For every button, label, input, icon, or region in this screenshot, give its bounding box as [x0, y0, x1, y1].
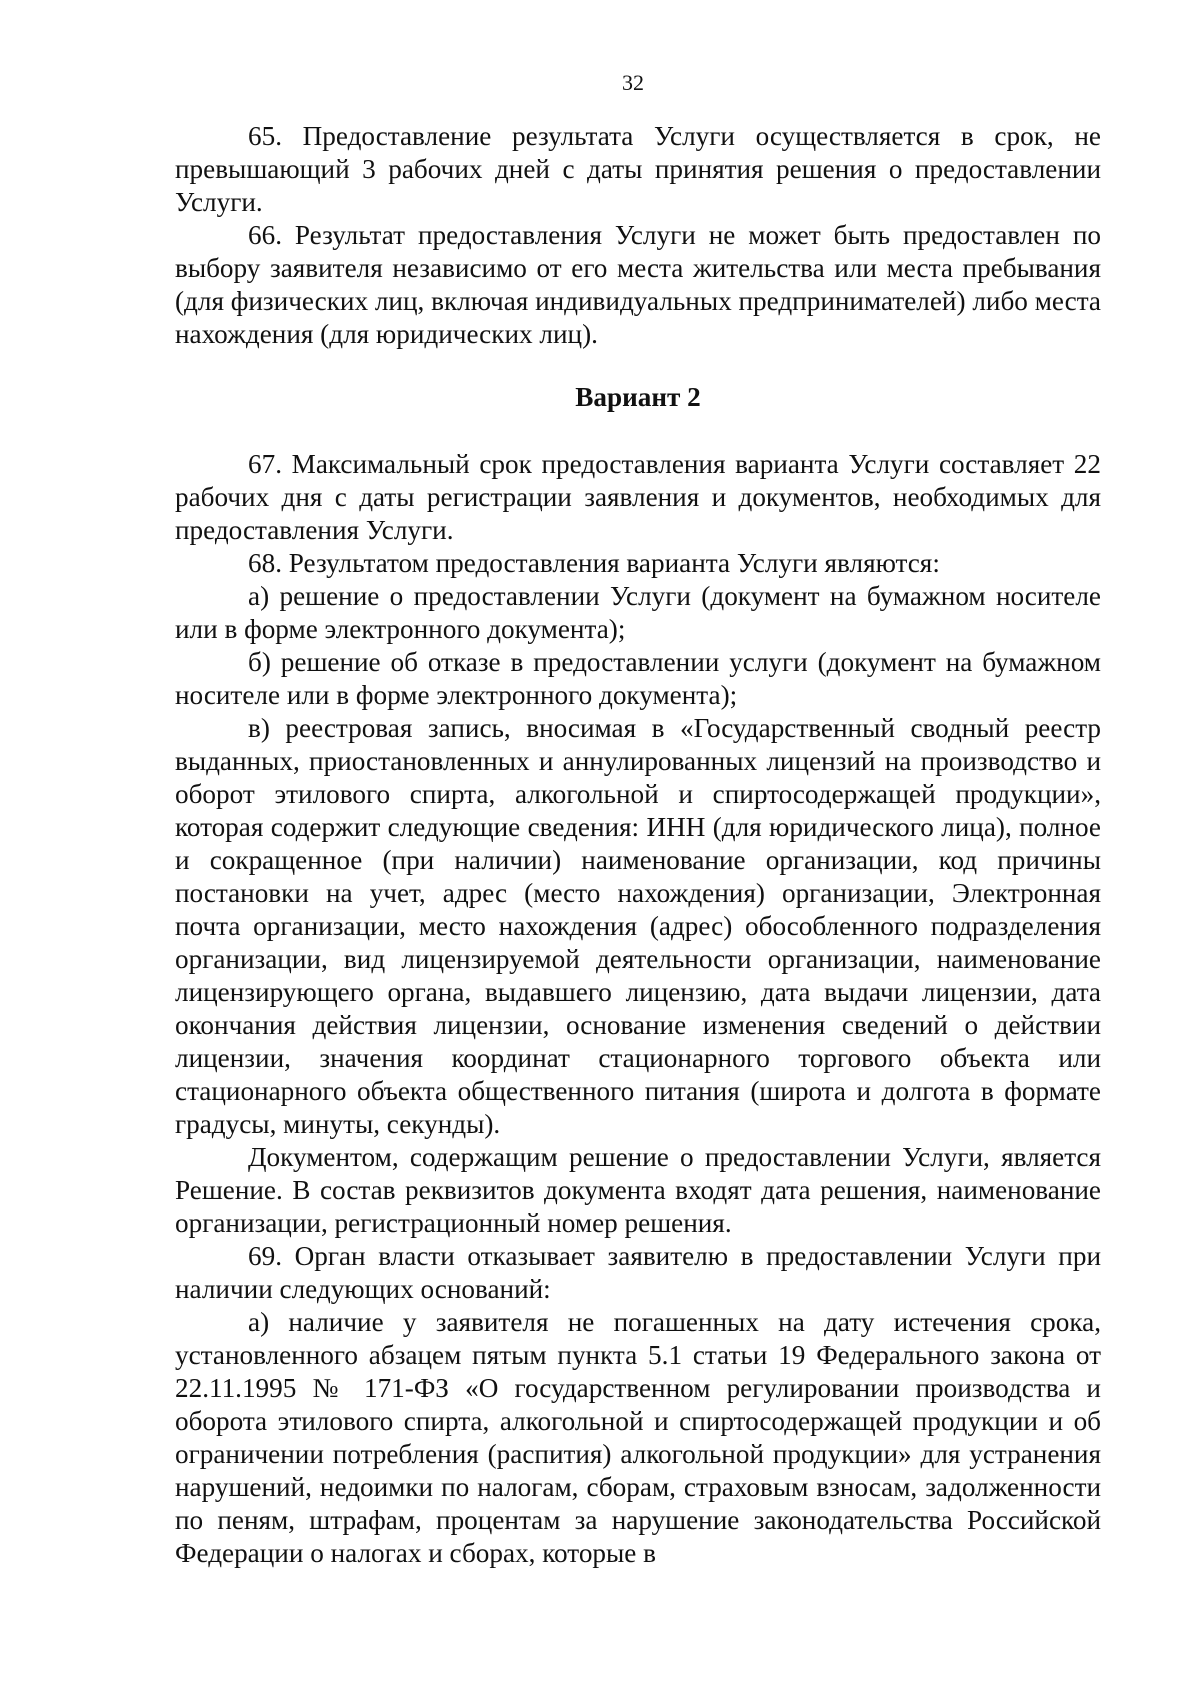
paragraph-68-a: а) решение о предоставлении Услуги (документ на бумажном носителе или в форме электронного документа); — [175, 581, 1101, 644]
paragraph-68: 68. Результатом предоставления варианта Услуги являются: — [248, 548, 940, 578]
paragraph-69-a: а) наличие у заявителя не погашенных на дату истечения срока, установленного абзацем пятым пункта 5.1 статьи 19 Федерального закона от 22.11.1995 № 171-ФЗ «О государственном регулировании производства и оборота этилового спирта, алкогольной и спиртосодержащей продукции и об ограничении потребления (распития) алкогольной продукции» для устранения нарушений, недоимки по налогам, сборам, страховым взносам, задолженности по пеням, штрафам, процентам за нарушение законодательства Российской Федерации о налогах и сборах, которые в — [175, 1307, 1101, 1568]
document-body — [175, 120, 1101, 1570]
paragraph-69: 69. Орган власти отказывает заявителю в предоставлении Услуги при наличии следующих оснований: — [175, 1241, 1101, 1304]
section-heading: Вариант 2 — [575, 382, 701, 412]
page-number: 32 — [622, 70, 644, 95]
paragraph-66: 66. Результат предоставления Услуги не может быть предоставлен по выбору заявителя независимо от его места жительства или места пребывания (для физических лиц, включая индивидуальных предпринимателей) либо места нахождения (для юридических лиц). — [175, 220, 1101, 349]
paragraph-decision-document: Документом, содержащим решение о предоставлении Услуги, является Решение. В состав реквизитов документа входят дата решения, наименование организации, регистрационный номер решения. — [175, 1142, 1101, 1238]
paragraph-67: 67. Максимальный срок предоставления варианта Услуги составляет 22 рабочих дня с даты регистрации заявления и документов, необходимых для предоставления Услуги. — [175, 449, 1101, 545]
paragraph-68-b: б) решение об отказе в предоставлении услуги (документ на бумажном носителе или в форме электронного документа); — [175, 647, 1101, 710]
paragraph-65: 65. Предоставление результата Услуги осуществляется в срок, не превышающий 3 рабочих дней с даты принятия решения о предоставлении Услуги. — [175, 121, 1101, 217]
paragraph-68-v: в) реестровая запись, вносимая в «Государственный сводный реестр выданных, приостановленных и аннулированных лицензий на производство и оборот этилового спирта, алкогольной и спиртосодержащей продукции», которая содержит следующие сведения: ИНН (для юридического лица), полное и сокращенное (при наличии) наименование организации, код причины постановки на учет, адрес (место нахождения) организации, Электронная почта организации, место нахождения (адрес) обособленного подразделения организации, вид лицензируемой деятельности организации, наименование лицензирующего органа, выдавшего лицензию, дата выдачи лицензии, дата окончания действия лицензии, основание изменения сведений о действии лицензии, значения координат стационарного торгового объекта или стационарного объекта общественного питания (широта и долгота в формате градусы, минуты, секунды). — [175, 713, 1101, 1139]
